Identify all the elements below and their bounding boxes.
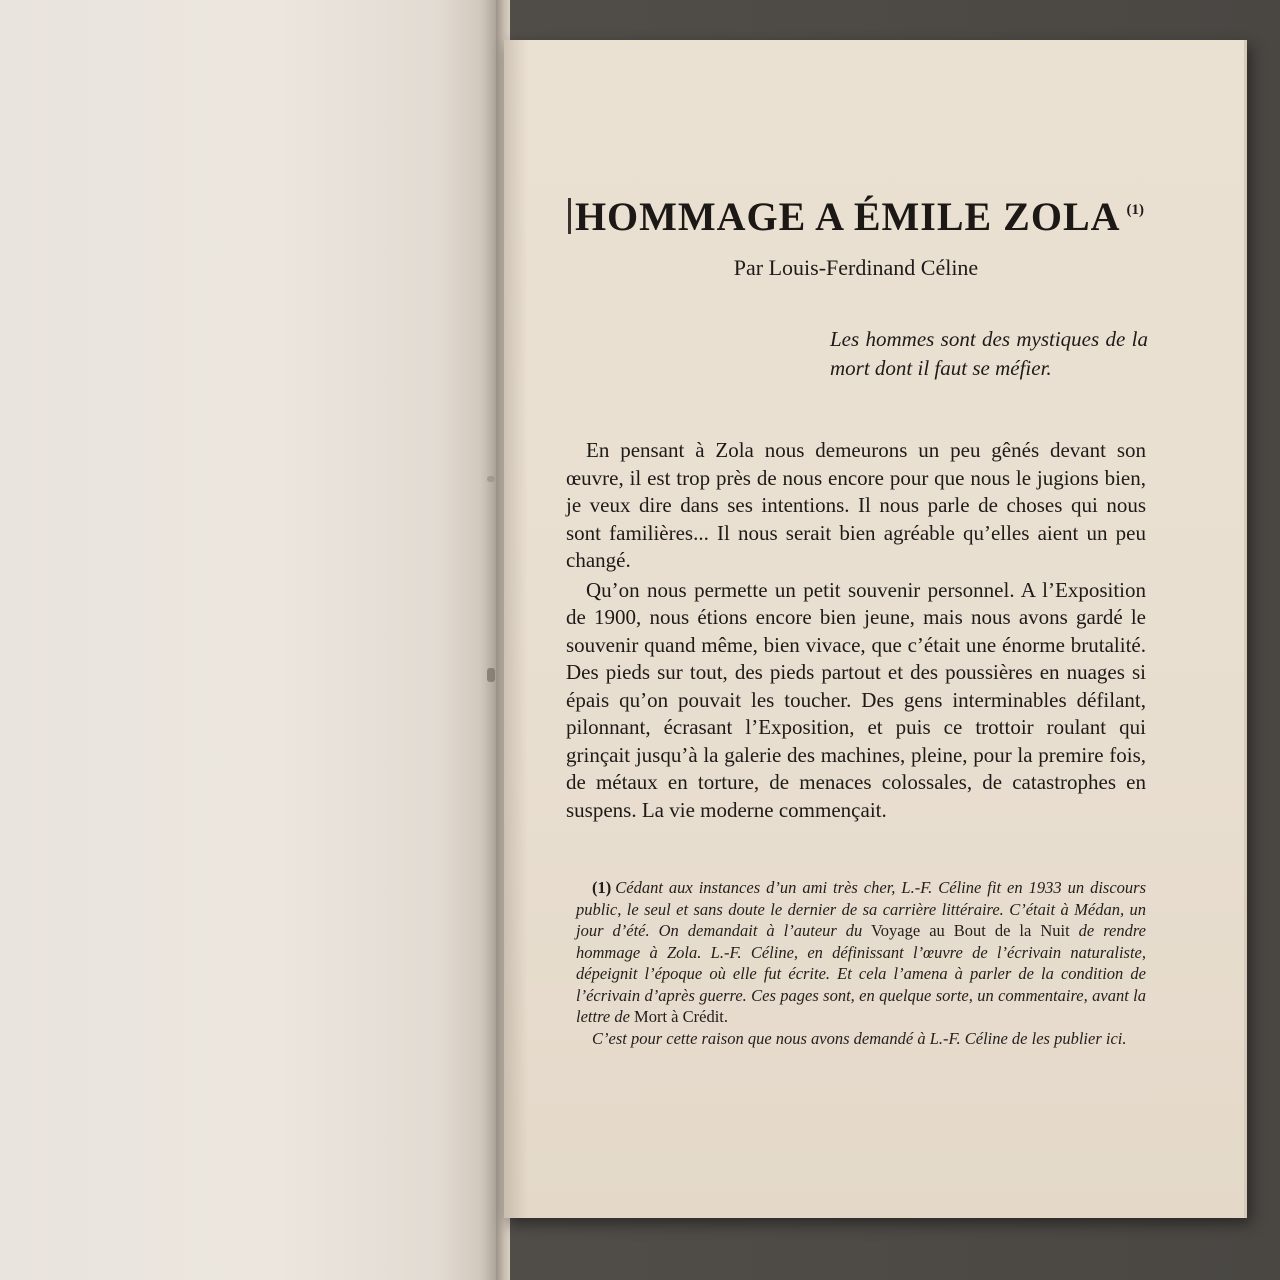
- binding-stitch: [487, 668, 495, 682]
- gutter-shade: [504, 40, 528, 1218]
- binding-stitch: [487, 476, 495, 482]
- footnote-text: Cédant aux instances d’un ami très cher, L.-F. Céline fit en 1933 un discours public, le seul et sans doute le dernier de sa carrière littéraire. C’était à Médan, un jour d’été. On demandait à l’auteur du: [576, 878, 1146, 940]
- title-row: [566, 193, 1146, 240]
- paragraph: En pensant à Zola nous demeurons un peu gênés devant son œuvre, il est trop près de nous encore pour que nous le jugions bien, je veux dire dans ses intentions. Il nous parle de choses qui nous sont familières... Il nous serait bien agréable qu’elles aient un peu changé.: [566, 438, 1146, 572]
- footnote-paragraph: C’est pour cette raison que nous avons demandé à L.-F. Céline de les publier ici.: [592, 1028, 1127, 1048]
- paragraph: Qu’on nous permette un petit souvenir personnel. A l’Exposition de 1900, nous étions encore bien jeune, mais nous avons gardé le souvenir quand même, bien vivace, que c’était une énorme brutalité. Des pieds sur tout, des pieds partout et des poussières en nuages si épais qu’on pouvait les toucher. Des gens interminables défilant, pilonnant, écrasant l’Exposition, et puis ce trottoir roulant qui grinçait jusqu’à la galerie des machines, pleine, pour la premire fois, de métaux en torture, de menaces colossales, de catastrophes en suspens. La vie moderne commençait.: [566, 577, 1146, 822]
- footnote-paragraph: [576, 877, 1146, 1028]
- author-line: Par Louis-Ferdinand Céline: [733, 255, 979, 280]
- body-text: [566, 437, 1146, 826]
- footnote-marker: (1): [592, 878, 612, 897]
- title-footnote-marker: (1): [1126, 202, 1145, 218]
- page-title: HOMMAGE A ÉMILE ZOLA: [574, 194, 1121, 239]
- title-bracket-mark: [568, 198, 571, 234]
- footnote: [576, 877, 1146, 1049]
- footnote-text: de rendre hommage à Zola. L.-F. Céline, en définissant l’œuvre de l’écrivain naturaliste, dépeignit l’époque où elle fut écrite. Et cela l’amena à parler de la condition de l’écrivain d’après guerre. Ces pages sont, en quelque sorte, un commentaire, avant la lettre de: [576, 921, 1147, 1026]
- left-blank-page: [0, 0, 500, 1280]
- epigraph: Les hommes sont des mystiques de la mort dont il faut se méfier.: [830, 327, 1148, 380]
- footnote-book-title: Mort à Crédit.: [634, 1007, 728, 1026]
- footnote-book-title: Voyage au Bout de la Nuit: [871, 921, 1070, 940]
